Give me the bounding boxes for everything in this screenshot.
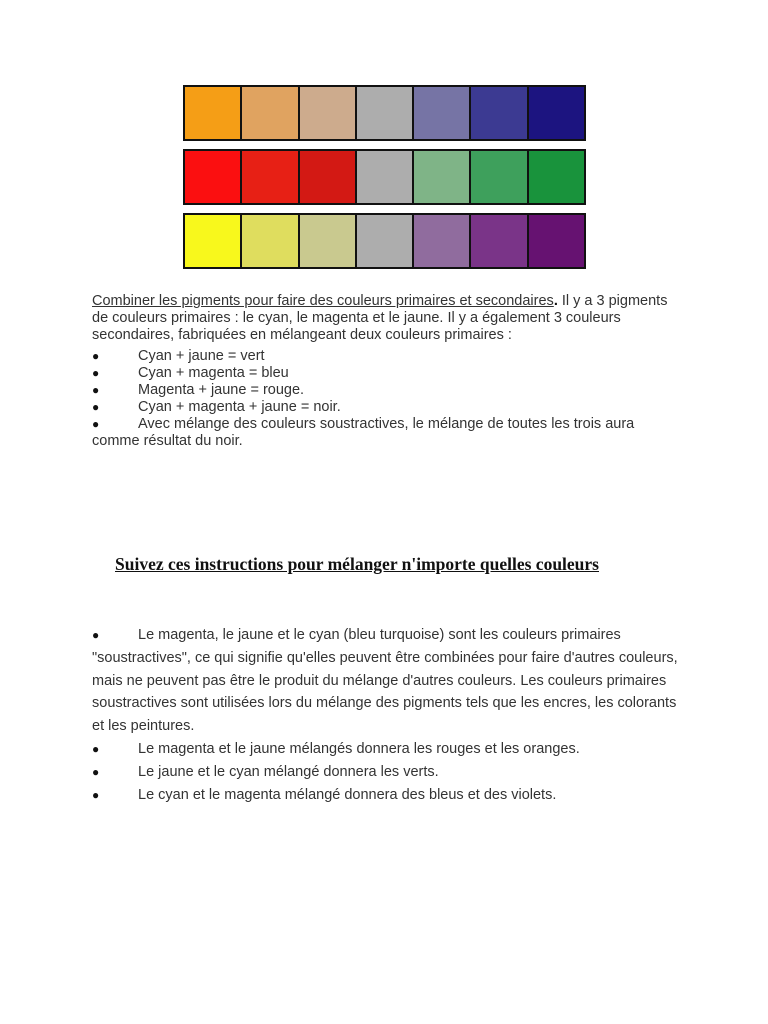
list-item: ● Cyan + magenta = bleu bbox=[92, 365, 289, 381]
list-item: ● Le jaune et le cyan mélangé donnera les verts. bbox=[92, 761, 684, 784]
swatch-row-orange-to-blue bbox=[183, 85, 586, 141]
bullet-icon: ● bbox=[92, 383, 100, 397]
swatch bbox=[357, 87, 412, 139]
swatch bbox=[357, 151, 412, 203]
list-item: ● Le magenta et le jaune mélangés donnera les rouges et les oranges. bbox=[92, 738, 684, 761]
swatch bbox=[185, 87, 240, 139]
bullet-icon: ● bbox=[92, 628, 100, 642]
swatch bbox=[185, 215, 240, 267]
instructions-section bbox=[92, 624, 684, 806]
swatch bbox=[529, 151, 584, 203]
swatch bbox=[414, 215, 469, 267]
list-item: ● Cyan + jaune = vert bbox=[92, 348, 265, 364]
swatch bbox=[300, 215, 355, 267]
swatch bbox=[300, 151, 355, 203]
swatch bbox=[471, 151, 526, 203]
list-item: ● Cyan + magenta + jaune = noir. bbox=[92, 399, 341, 415]
swatch bbox=[300, 87, 355, 139]
list-item: ● Le magenta, le jaune et le cyan (bleu turquoise) sont les couleurs primaires "soustractives", ce qui signifie qu'elles peuvent être combinées pour faire d'autres couleurs, mais ne peuvent pas être le produit du mélange d'autres couleurs. Les couleurs primaires soustractives sont utilisées lors du mélange des pigments tels que les encres, les colorants et les peintures. bbox=[92, 624, 684, 738]
bullet-icon: ● bbox=[92, 349, 100, 363]
swatch bbox=[414, 151, 469, 203]
mixing-list bbox=[92, 348, 684, 450]
swatch bbox=[529, 87, 584, 139]
list-item: ● Avec mélange des couleurs soustractives, le mélange de toutes les trois aura comme résultat du noir. bbox=[92, 416, 635, 449]
swatch bbox=[529, 215, 584, 267]
swatch-row-red-to-green bbox=[183, 149, 586, 205]
list-item: ● Magenta + jaune = rouge. bbox=[92, 382, 305, 398]
bullet-icon: ● bbox=[92, 764, 100, 779]
swatch bbox=[185, 151, 240, 203]
bullet-icon: ● bbox=[92, 400, 100, 414]
swatch bbox=[242, 215, 297, 267]
bullet-icon: ● bbox=[92, 741, 100, 756]
bullet-icon: ● bbox=[92, 417, 100, 431]
swatch bbox=[471, 87, 526, 139]
intro-period: . bbox=[553, 293, 558, 309]
swatch bbox=[242, 151, 297, 203]
color-swatch-grid bbox=[183, 85, 586, 277]
bullet-icon: ● bbox=[92, 366, 100, 380]
intro-text: Il y a 3 pigments de couleurs primaires : le cyan, le magenta et le jaune. Il y a également 3 couleurs secondaires, fabriquées en mélangeant deux couleurs primaires : bbox=[92, 293, 668, 343]
list-item: ● Le cyan et le magenta mélangé donnera des bleus et des violets. bbox=[92, 784, 684, 807]
swatch-row-yellow-to-violet bbox=[183, 213, 586, 269]
bullet-icon: ● bbox=[92, 787, 100, 802]
intro-paragraph bbox=[92, 293, 684, 450]
instructions-list bbox=[92, 624, 684, 806]
swatch bbox=[471, 215, 526, 267]
intro-link[interactable]: Combiner les pigments pour faire des couleurs primaires et secondaires bbox=[92, 293, 554, 309]
swatch bbox=[414, 87, 469, 139]
swatch bbox=[242, 87, 297, 139]
section-heading: Suivez ces instructions pour mélanger n'importe quelles couleurs bbox=[115, 554, 599, 574]
swatch bbox=[357, 215, 412, 267]
